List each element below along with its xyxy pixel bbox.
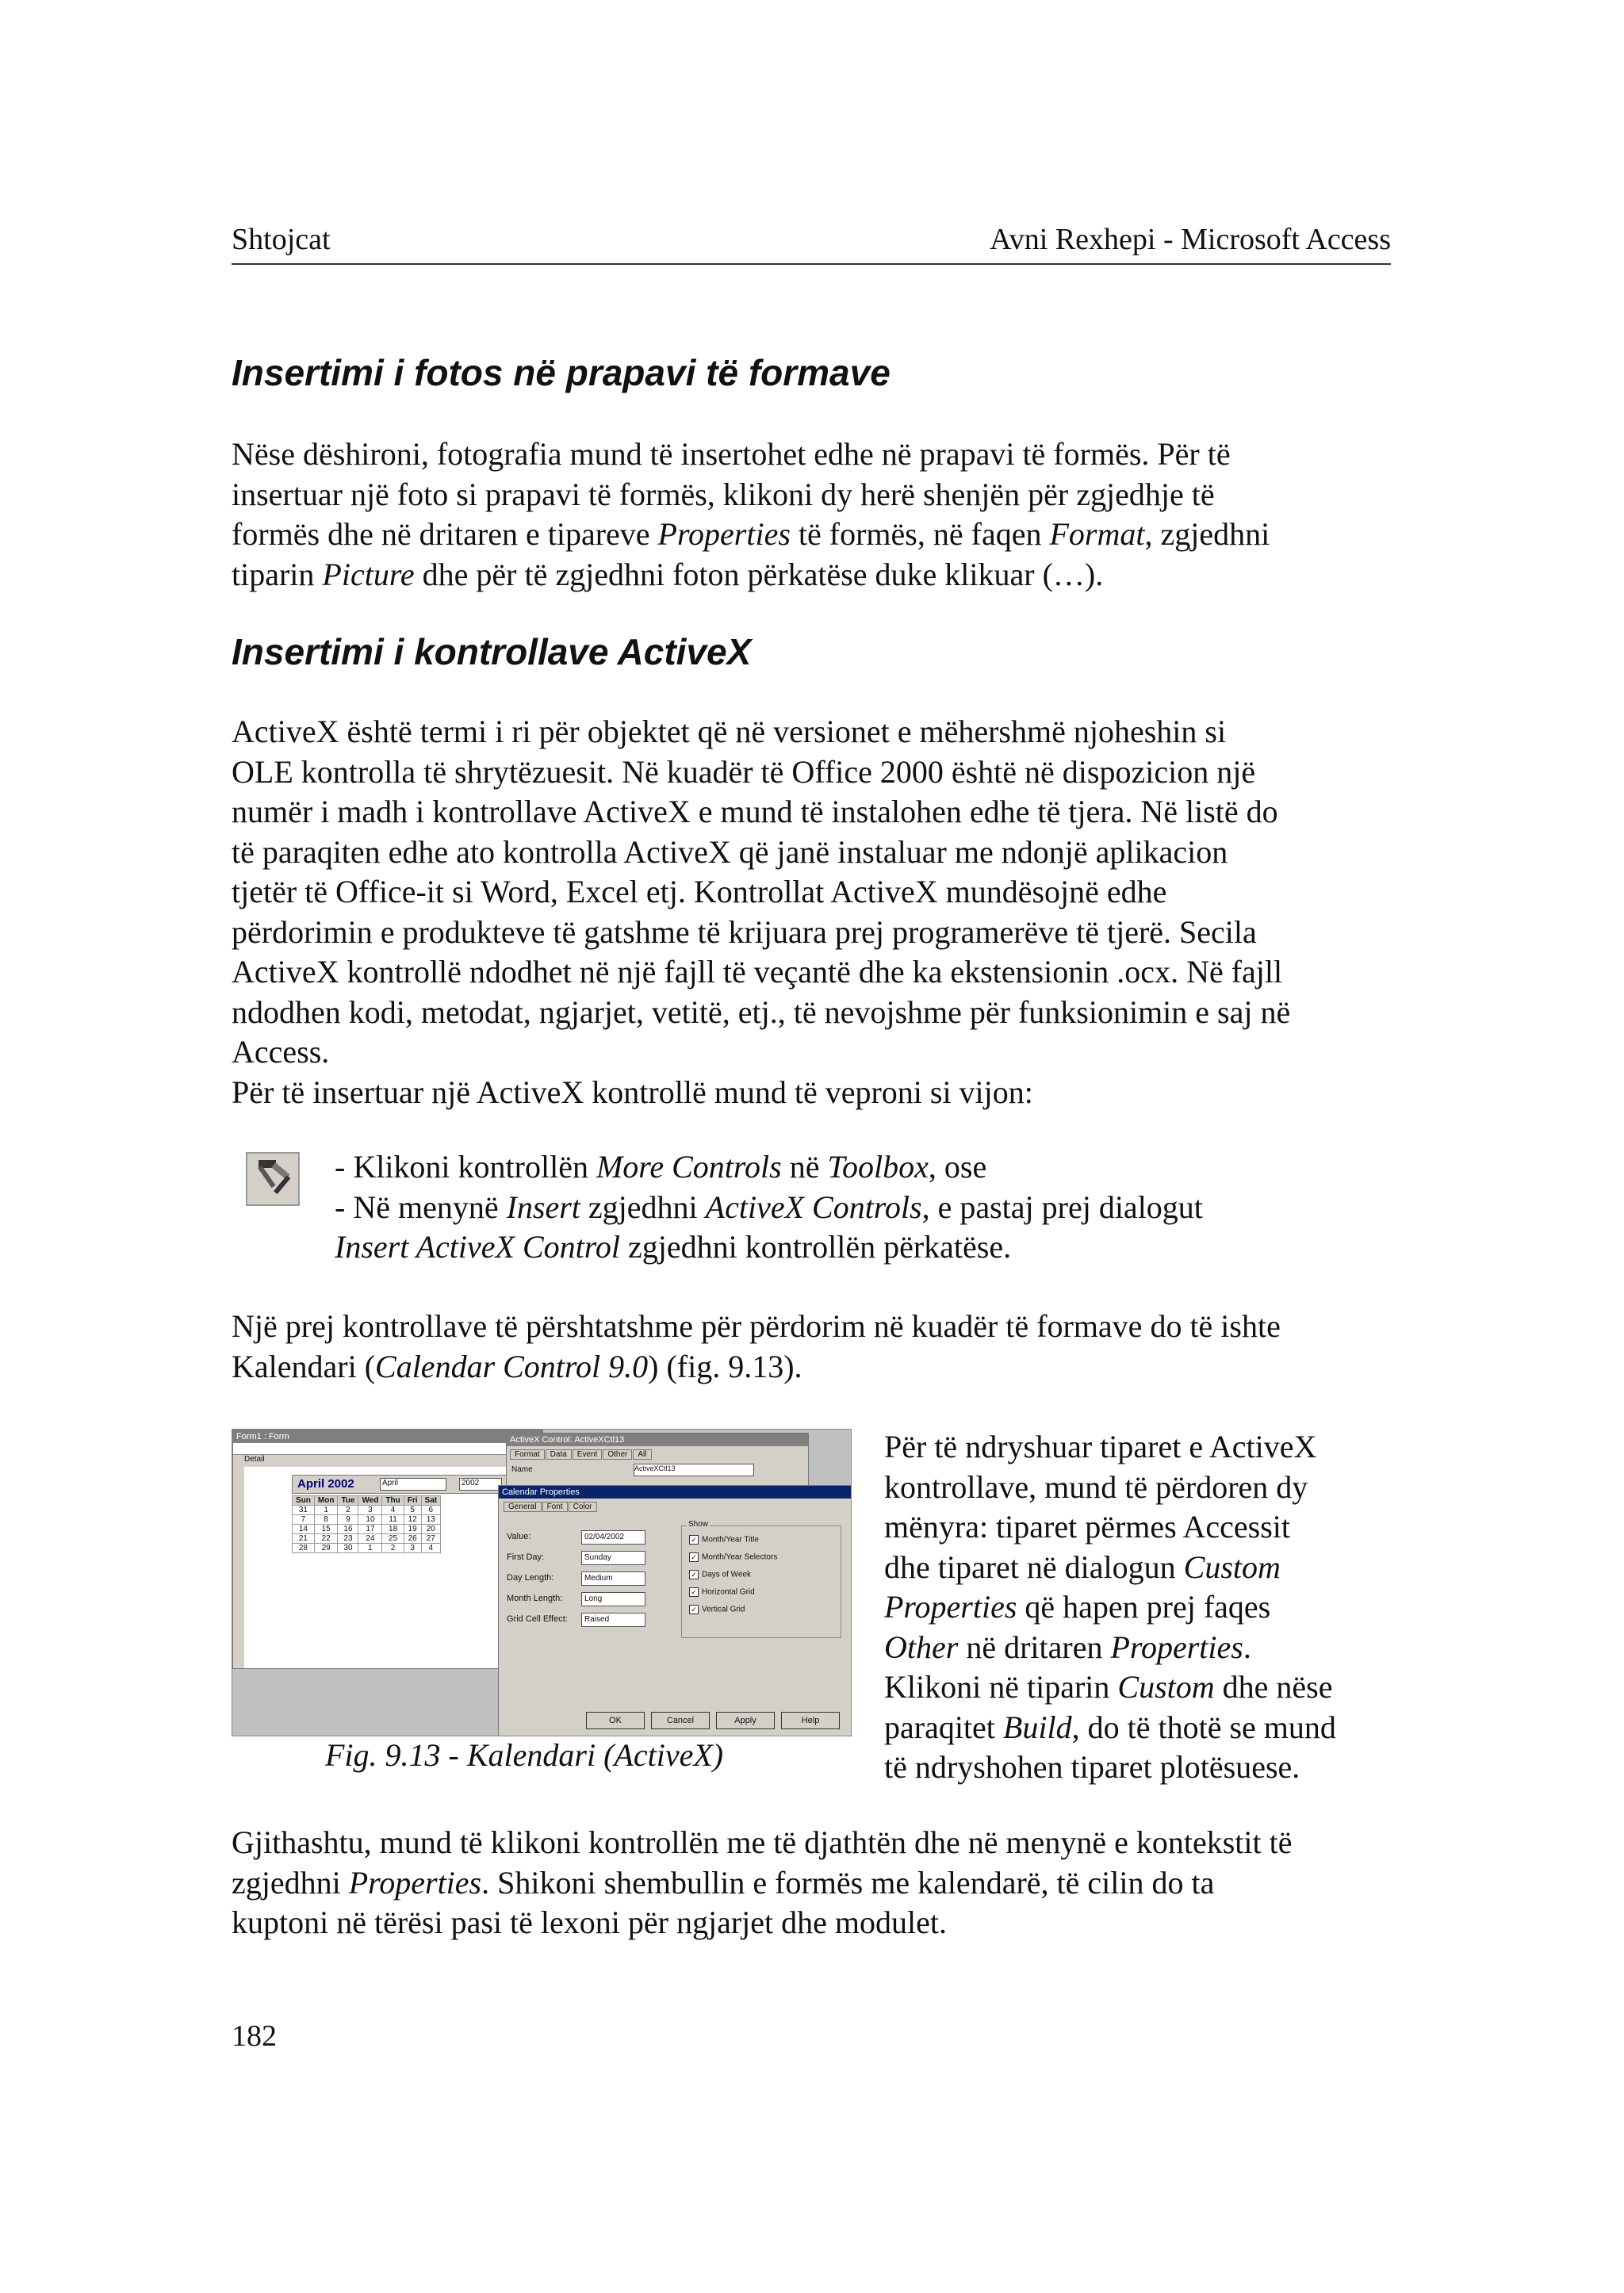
check-icon: ✓ — [689, 1605, 699, 1614]
text-run: Klikoni në tiparin — [884, 1669, 1118, 1705]
text-run: ) (fig. 9.13). — [648, 1348, 802, 1384]
text-line — [884, 1548, 1392, 1588]
italic-term: Properties — [1110, 1629, 1243, 1665]
text-run: Për të ndryshuar tiparet e ActiveX — [884, 1429, 1317, 1464]
calendar-day[interactable]: 9 — [338, 1515, 358, 1525]
day-header: Sun — [293, 1496, 315, 1506]
text-line — [232, 712, 1397, 752]
calendar-day[interactable]: 14 — [293, 1525, 315, 1534]
field-label: Day Length: — [507, 1573, 554, 1583]
calendar-day[interactable]: 2 — [338, 1506, 358, 1515]
calendar-grid[interactable] — [292, 1495, 441, 1553]
show-checkbox[interactable] — [689, 1570, 751, 1579]
calendar-day[interactable]: 1 — [358, 1544, 382, 1553]
calendar-day[interactable]: 28 — [293, 1544, 315, 1553]
paragraph-context-menu — [232, 1823, 1397, 1943]
text-line — [232, 1863, 1397, 1904]
calendar-day[interactable]: 18 — [382, 1525, 404, 1534]
text-run: ActiveX është termi i ri për objektet që në versionet e mëhershmë njoheshin si — [232, 714, 1227, 749]
text-run: OLE kontrolla të shrytëzuesit. Në kuadër të Office 2000 është në dispozicion një — [232, 753, 1256, 790]
italic-term: Other — [884, 1629, 959, 1665]
text-run: mënyra: tiparet përmes Accessit — [884, 1509, 1291, 1545]
props-title-bar: ActiveX Control: ActiveXCtl13 — [507, 1434, 808, 1446]
text-run: . — [1243, 1629, 1251, 1665]
text-line — [884, 1507, 1392, 1548]
calendar-day[interactable]: 2 — [382, 1544, 404, 1553]
running-header — [232, 222, 1391, 265]
paragraph-calendar — [232, 1307, 1397, 1387]
page-number: 182 — [232, 2019, 277, 2053]
text-run: Access. — [232, 1034, 330, 1070]
calendar-day[interactable]: 4 — [382, 1506, 404, 1515]
italic-term: Picture — [322, 556, 415, 592]
text-line — [335, 1188, 1203, 1228]
day-header: Sat — [421, 1496, 441, 1506]
text-run: zgjedhni — [580, 1189, 706, 1225]
text-run: - Klikoni kontrollën — [335, 1149, 596, 1185]
text-line — [232, 1032, 1397, 1073]
text-run: përdorimin e produkteve të gatshme të krijuara prej programerëve të tjerë. Secila — [232, 913, 1257, 950]
activex-properties-window — [506, 1433, 809, 1490]
text-line — [232, 1073, 1397, 1113]
tab[interactable]: General — [504, 1502, 542, 1512]
calendar-day[interactable]: 5 — [404, 1506, 421, 1515]
calendar-day[interactable]: 31 — [293, 1506, 315, 1515]
bullet-list — [335, 1147, 1203, 1268]
tab[interactable]: Font — [542, 1502, 568, 1512]
text-run: të paraqiten edhe ato kontrolla ActiveX që janë instaluar me ndonjë aplikacion — [232, 833, 1228, 870]
text-run: Nëse dëshironi, fotografia mund të insertohet edhe në prapavi të formës. Për të — [232, 436, 1231, 472]
calendar-title: April 2002 — [297, 1477, 354, 1491]
italic-term: ActiveX Controls — [705, 1189, 922, 1225]
calendar-day[interactable]: 7 — [293, 1515, 315, 1525]
italic-term: Properties — [348, 1864, 482, 1901]
text-run: formës dhe në dritaren e tipareve — [232, 516, 658, 552]
day-header: Mon — [314, 1496, 338, 1506]
calendar-day[interactable]: 17 — [358, 1525, 382, 1534]
dialog-tabs — [504, 1502, 598, 1512]
calendar-header — [292, 1475, 508, 1494]
calendar-day[interactable]: 24 — [358, 1534, 382, 1544]
text-run: kuptoni në tërësi pasi të lexoni për ngjarjet dhe modulet. — [232, 1904, 947, 1940]
text-line — [884, 1667, 1392, 1708]
show-checkbox[interactable] — [689, 1605, 745, 1614]
text-line — [232, 1823, 1397, 1863]
text-line — [884, 1427, 1392, 1468]
calendar-day[interactable]: 12 — [404, 1515, 421, 1525]
section1-paragraph — [232, 434, 1397, 595]
text-run: , zgjedhni — [1144, 516, 1270, 552]
month-select[interactable]: April — [380, 1478, 446, 1491]
italic-term: Custom — [1183, 1548, 1281, 1585]
text-line — [884, 1708, 1392, 1748]
dialog-button[interactable]: Cancel — [651, 1712, 710, 1729]
text-run: në dritaren — [958, 1629, 1111, 1665]
check-icon: ✓ — [689, 1552, 699, 1562]
day-header: Tue — [338, 1496, 358, 1506]
text-run: zgjedhni kontrollën përkatëse. — [619, 1229, 1012, 1265]
text-run: të formës, në faqen — [790, 516, 1050, 552]
field-label: Grid Cell Effect: — [507, 1614, 568, 1624]
calendar-day[interactable]: 29 — [314, 1544, 338, 1553]
text-run: zgjedhni — [232, 1864, 349, 1901]
text-line — [884, 1468, 1392, 1508]
text-line — [884, 1587, 1392, 1628]
header-left: Shtojcat — [232, 223, 331, 256]
props-name-value[interactable]: ActiveXCtl13 — [634, 1464, 754, 1476]
italic-term: Insert — [506, 1189, 580, 1225]
text-run: , e pastaj prej dialogut — [921, 1189, 1203, 1225]
year-select[interactable]: 2002 — [459, 1478, 502, 1491]
text-run: paraqitet — [884, 1709, 1003, 1745]
text-line — [232, 993, 1397, 1033]
italic-term: Format — [1049, 516, 1145, 552]
tab[interactable]: Color — [569, 1502, 597, 1512]
dialog-title-bar: Calendar Properties — [499, 1486, 851, 1499]
text-run: numër i madh i kontrollave ActiveX e mund të instalohen edhe të tjera. Në listë do — [232, 794, 1278, 829]
italic-term: Build — [1002, 1709, 1072, 1745]
calendar-day[interactable]: 20 — [421, 1525, 441, 1534]
tab[interactable]: Event — [573, 1449, 603, 1460]
italic-term: Calendar Control 9.0 — [375, 1348, 649, 1384]
check-icon: ✓ — [689, 1535, 699, 1545]
text-run: dhe tiparet në dialogun — [884, 1548, 1184, 1585]
text-line — [232, 913, 1397, 953]
italic-term: Custom — [1117, 1669, 1215, 1705]
text-line — [232, 1307, 1397, 1347]
text-line — [232, 952, 1397, 993]
text-run: insertuar një foto si prapavi të formës, klikoni dy herë shenjën për zgjedhje të — [232, 476, 1215, 512]
text-line — [335, 1227, 1203, 1268]
checkbox-label: Days of Week — [702, 1570, 752, 1579]
text-run: , do të thotë se mund — [1071, 1709, 1336, 1745]
day-header: Fri — [404, 1496, 421, 1506]
calendar-day[interactable]: 23 — [338, 1534, 358, 1544]
calendar-day[interactable]: 15 — [314, 1525, 338, 1534]
text-run: , ose — [928, 1149, 987, 1185]
screenshot-calendar-activex — [232, 1429, 852, 1736]
text-run: ndodhen kodi, metodat, ngjarjet, vetitë, etj., të nevojshme për funksionimin e saj në — [232, 993, 1291, 1030]
check-icon: ✓ — [689, 1570, 699, 1579]
text-line — [232, 555, 1397, 595]
field-label: First Day: — [507, 1552, 545, 1562]
day-header: Thu — [382, 1496, 404, 1506]
text-line — [884, 1748, 1392, 1788]
dialog-button[interactable]: Apply — [716, 1712, 775, 1729]
text-line — [232, 1903, 1397, 1943]
italic-term: More Controls — [596, 1149, 782, 1185]
figure-caption: Fig. 9.13 - Kalendari (ActiveX) — [325, 1737, 724, 1773]
tab[interactable]: Format — [510, 1449, 545, 1460]
field-value[interactable]: Sunday — [581, 1551, 645, 1565]
checkbox-label: Horizontal Grid — [702, 1587, 755, 1597]
text-run: ActiveX kontrollë ndodhet në një fajll të veçantë dhe ka ekstensionin .ocx. Në fajll — [232, 954, 1283, 990]
text-run: dhe për të zgjedhni foton përkatëse duke klikuar (…). — [414, 556, 1104, 592]
dialog-button[interactable]: OK — [586, 1712, 645, 1729]
text-line — [232, 833, 1397, 873]
section-title-photo: Insertimi i fotos në prapavi të formave — [232, 352, 891, 393]
text-line — [232, 1347, 1397, 1388]
day-header: Wed — [358, 1496, 382, 1506]
calendar-day[interactable]: 6 — [421, 1506, 441, 1515]
tab[interactable]: All — [633, 1449, 651, 1460]
check-icon: ✓ — [689, 1587, 699, 1597]
italic-term: Toolbox — [827, 1149, 929, 1185]
text-line — [884, 1628, 1392, 1668]
text-run: . Shikoni shembullin e formës me kalendarë, të cilin do ta — [481, 1864, 1215, 1901]
text-run: tiparin — [232, 556, 323, 592]
calendar-day[interactable]: 22 — [314, 1534, 338, 1544]
text-run: Një prej kontrollave të përshtatshme për përdorim në kuadër të formave do të ishte — [232, 1308, 1281, 1344]
props-tabs — [510, 1449, 653, 1460]
text-line — [232, 752, 1397, 793]
calendar-day[interactable]: 16 — [338, 1525, 358, 1534]
form-title-bar: Form1 : Form — [233, 1430, 542, 1443]
field-value[interactable]: Long — [581, 1592, 645, 1606]
calendar-day[interactable]: 27 — [421, 1534, 441, 1544]
text-run: Gjithashtu, mund të klikoni kontrollën me të djathtën dhe në menynë e kontekstit të — [232, 1824, 1293, 1860]
ruler — [233, 1443, 542, 1455]
text-run: që hapen prej faqes — [1017, 1589, 1271, 1625]
calendar-day[interactable]: 21 — [293, 1534, 315, 1544]
detail-bar: Detail — [233, 1455, 542, 1466]
text-run: Për të insertuar një ActiveX kontrollë mund të veproni si vijon: — [232, 1074, 1033, 1110]
text-run: kontrollave, mund të përdoren dy — [884, 1468, 1308, 1505]
show-checkbox[interactable] — [689, 1587, 755, 1597]
show-checkbox[interactable] — [689, 1535, 759, 1545]
tab[interactable]: Other — [603, 1449, 632, 1460]
text-line — [232, 515, 1397, 555]
form-window — [232, 1430, 543, 1669]
calendar-day[interactable]: 19 — [404, 1525, 421, 1534]
side-paragraph — [884, 1427, 1392, 1788]
header-right: Avni Rexhepi - Microsoft Access — [990, 223, 1391, 256]
italic-term: Properties — [657, 516, 791, 552]
text-run: dhe nëse — [1214, 1669, 1333, 1705]
calendar-day[interactable]: 10 — [358, 1515, 382, 1525]
italic-term: Insert ActiveX Control — [335, 1229, 620, 1265]
italic-term: Properties — [884, 1589, 1017, 1625]
calendar-day[interactable]: 3 — [358, 1506, 382, 1515]
calendar-day[interactable]: 3 — [404, 1544, 421, 1553]
field-value[interactable]: Medium — [581, 1571, 645, 1586]
dialog-button[interactable]: Help — [781, 1712, 840, 1729]
calendar-day[interactable]: 13 — [421, 1515, 441, 1525]
text-run: tjetër të Office-it si Word, Excel etj. Kontrollat ActiveX mundësojnë edhe — [232, 874, 1167, 909]
text-line — [232, 434, 1397, 475]
calendar-day[interactable]: 11 — [382, 1515, 404, 1525]
text-run: Kalendari ( — [232, 1348, 376, 1384]
calendar-day[interactable]: 26 — [404, 1534, 421, 1544]
props-name-label: Name — [511, 1465, 533, 1474]
section-title-activex: Insertimi i kontrollave ActiveX — [232, 631, 752, 672]
tab[interactable]: Data — [546, 1449, 572, 1460]
text-line — [335, 1147, 1203, 1188]
text-run: - Në menynë — [335, 1189, 507, 1225]
calendar-day[interactable]: 30 — [338, 1544, 358, 1553]
calendar-properties-dialog — [498, 1485, 852, 1736]
field-label: Value: — [507, 1532, 531, 1541]
calendar-day[interactable]: 8 — [314, 1515, 338, 1525]
checkbox-label: Month/Year Title — [702, 1535, 759, 1545]
field-value[interactable]: 02/04/2002 — [581, 1530, 645, 1545]
calendar-day[interactable]: 4 — [421, 1544, 441, 1553]
text-run: në — [781, 1149, 828, 1185]
checkbox-label: Month/Year Selectors — [702, 1552, 778, 1562]
show-label: Show — [688, 1520, 709, 1529]
field-value[interactable]: Raised — [581, 1613, 645, 1627]
section2-paragraph — [232, 712, 1397, 1112]
text-line — [232, 872, 1397, 913]
text-run: të ndryshohen tiparet plotësuese. — [884, 1749, 1300, 1785]
text-line — [232, 792, 1397, 833]
field-label: Month Length: — [507, 1594, 563, 1603]
show-checkbox[interactable] — [689, 1552, 777, 1562]
calendar-day[interactable]: 1 — [314, 1506, 338, 1515]
checkbox-label: Vertical Grid — [702, 1605, 745, 1614]
calendar-day[interactable]: 25 — [382, 1534, 404, 1544]
text-line — [232, 475, 1397, 515]
more-controls-icon — [246, 1152, 300, 1206]
